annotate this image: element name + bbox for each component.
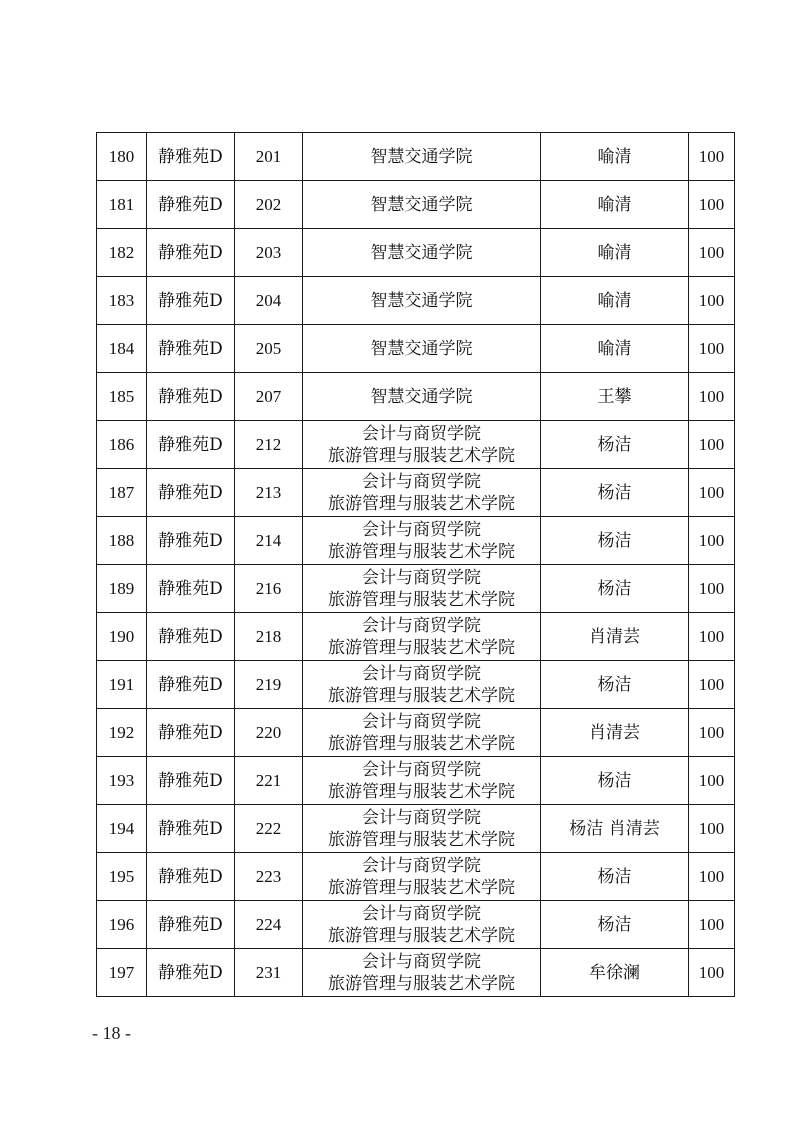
college-cell [303,901,541,949]
college-name: 会计与商贸学院 [362,519,481,540]
row-number-cell: 190 [97,613,147,661]
teacher-cell: 杨洁 [541,517,689,565]
table-row [97,901,735,949]
score-cell: 100 [689,469,735,517]
teacher-cell: 王攀 [541,373,689,421]
teacher-cell: 牟徐澜 [541,949,689,997]
score-cell: 100 [689,277,735,325]
row-number-cell: 194 [97,805,147,853]
room-cell: 221 [235,757,303,805]
building-cell: 静雅苑D [147,853,235,901]
building-cell: 静雅苑D [147,709,235,757]
teacher-cell: 喻清 [541,277,689,325]
room-cell: 224 [235,901,303,949]
score-cell: 100 [689,901,735,949]
score-cell: 100 [689,181,735,229]
table-row [97,949,735,997]
college-name: 智慧交通学院 [370,146,473,167]
building-cell: 静雅苑D [147,805,235,853]
college-name: 智慧交通学院 [370,242,473,263]
college-cell [303,421,541,469]
score-cell: 100 [689,613,735,661]
teacher-cell: 杨洁 [541,565,689,613]
college-name: 旅游管理与服装艺术学院 [328,589,515,610]
college-name: 旅游管理与服装艺术学院 [328,637,515,658]
score-cell: 100 [689,661,735,709]
building-cell: 静雅苑D [147,661,235,709]
room-cell: 204 [235,277,303,325]
building-cell: 静雅苑D [147,133,235,181]
teacher-cell: 肖清芸 [541,613,689,661]
score-cell: 100 [689,229,735,277]
teacher-cell: 杨洁 [541,853,689,901]
row-number-cell: 185 [97,373,147,421]
table-row [97,757,735,805]
teacher-cell: 杨洁 [541,469,689,517]
table-row [97,469,735,517]
row-number-cell: 180 [97,133,147,181]
room-cell: 203 [235,229,303,277]
college-name: 会计与商贸学院 [362,951,481,972]
room-cell: 214 [235,517,303,565]
score-cell: 100 [689,949,735,997]
table-row [97,709,735,757]
table-row [97,325,735,373]
table-row [97,613,735,661]
college-name: 旅游管理与服装艺术学院 [328,925,515,946]
row-number-cell: 182 [97,229,147,277]
score-cell: 100 [689,373,735,421]
teacher-cell: 喻清 [541,133,689,181]
college-cell [303,565,541,613]
college-name: 会计与商贸学院 [362,615,481,636]
dormitory-inspection-table [96,132,735,997]
teacher-cell: 喻清 [541,229,689,277]
college-name: 旅游管理与服装艺术学院 [328,445,515,466]
page-number: - 18 - [92,1023,131,1043]
college-cell [303,853,541,901]
college-name: 旅游管理与服装艺术学院 [328,877,515,898]
row-number-cell: 193 [97,757,147,805]
table-row [97,133,735,181]
building-cell: 静雅苑D [147,373,235,421]
table-row [97,565,735,613]
score-cell: 100 [689,517,735,565]
college-name: 会计与商贸学院 [362,807,481,828]
row-number-cell: 189 [97,565,147,613]
row-number-cell: 188 [97,517,147,565]
row-number-cell: 183 [97,277,147,325]
college-name: 会计与商贸学院 [362,567,481,588]
table-row [97,373,735,421]
score-cell: 100 [689,709,735,757]
building-cell: 静雅苑D [147,181,235,229]
room-cell: 212 [235,421,303,469]
room-cell: 219 [235,661,303,709]
college-name: 会计与商贸学院 [362,663,481,684]
college-name: 智慧交通学院 [370,290,473,311]
college-name: 智慧交通学院 [370,194,473,215]
building-cell: 静雅苑D [147,613,235,661]
table-row [97,277,735,325]
room-cell: 202 [235,181,303,229]
teacher-cell: 杨洁 [541,757,689,805]
building-cell: 静雅苑D [147,757,235,805]
row-number-cell: 187 [97,469,147,517]
room-cell: 201 [235,133,303,181]
college-name: 会计与商贸学院 [362,423,481,444]
row-number-cell: 184 [97,325,147,373]
teacher-cell: 喻清 [541,325,689,373]
teacher-cell: 杨洁 [541,661,689,709]
building-cell: 静雅苑D [147,421,235,469]
table-body [97,133,735,997]
room-cell: 207 [235,373,303,421]
college-cell [303,757,541,805]
building-cell: 静雅苑D [147,901,235,949]
college-cell [303,613,541,661]
table-row [97,805,735,853]
teacher-cell: 杨洁 [541,421,689,469]
room-cell: 223 [235,853,303,901]
row-number-cell: 181 [97,181,147,229]
table-row [97,661,735,709]
teacher-cell: 杨洁 [541,901,689,949]
college-name: 旅游管理与服装艺术学院 [328,493,515,514]
college-cell [303,709,541,757]
room-cell: 213 [235,469,303,517]
room-cell: 216 [235,565,303,613]
college-name: 旅游管理与服装艺术学院 [328,541,515,562]
building-cell: 静雅苑D [147,325,235,373]
college-cell [303,325,541,373]
room-cell: 218 [235,613,303,661]
teacher-cell: 肖清芸 [541,709,689,757]
row-number-cell: 195 [97,853,147,901]
score-cell: 100 [689,133,735,181]
score-cell: 100 [689,325,735,373]
row-number-cell: 196 [97,901,147,949]
college-cell [303,661,541,709]
table-row [97,517,735,565]
college-cell [303,469,541,517]
college-name: 旅游管理与服装艺术学院 [328,781,515,802]
college-name: 会计与商贸学院 [362,903,481,924]
college-cell [303,949,541,997]
college-name: 智慧交通学院 [370,386,473,407]
college-cell [303,133,541,181]
building-cell: 静雅苑D [147,469,235,517]
row-number-cell: 186 [97,421,147,469]
college-cell [303,277,541,325]
building-cell: 静雅苑D [147,949,235,997]
college-cell [303,517,541,565]
table-row [97,229,735,277]
college-name: 会计与商贸学院 [362,471,481,492]
building-cell: 静雅苑D [147,517,235,565]
college-name: 会计与商贸学院 [362,855,481,876]
college-name: 会计与商贸学院 [362,759,481,780]
score-cell: 100 [689,853,735,901]
score-cell: 100 [689,757,735,805]
building-cell: 静雅苑D [147,229,235,277]
room-cell: 220 [235,709,303,757]
score-cell: 100 [689,421,735,469]
room-cell: 205 [235,325,303,373]
score-cell: 100 [689,805,735,853]
score-cell: 100 [689,565,735,613]
college-name: 会计与商贸学院 [362,711,481,732]
college-name: 旅游管理与服装艺术学院 [328,829,515,850]
college-name: 智慧交通学院 [370,338,473,359]
row-number-cell: 191 [97,661,147,709]
college-name: 旅游管理与服装艺术学院 [328,973,515,994]
building-cell: 静雅苑D [147,277,235,325]
building-cell: 静雅苑D [147,565,235,613]
college-name: 旅游管理与服装艺术学院 [328,685,515,706]
room-cell: 231 [235,949,303,997]
row-number-cell: 197 [97,949,147,997]
room-cell: 222 [235,805,303,853]
college-name: 旅游管理与服装艺术学院 [328,733,515,754]
table-row [97,853,735,901]
college-cell [303,373,541,421]
table-row [97,421,735,469]
college-cell [303,229,541,277]
row-number-cell: 192 [97,709,147,757]
teacher-cell: 喻清 [541,181,689,229]
college-cell [303,181,541,229]
teacher-cell: 杨洁 肖清芸 [541,805,689,853]
college-cell [303,805,541,853]
table-row [97,181,735,229]
